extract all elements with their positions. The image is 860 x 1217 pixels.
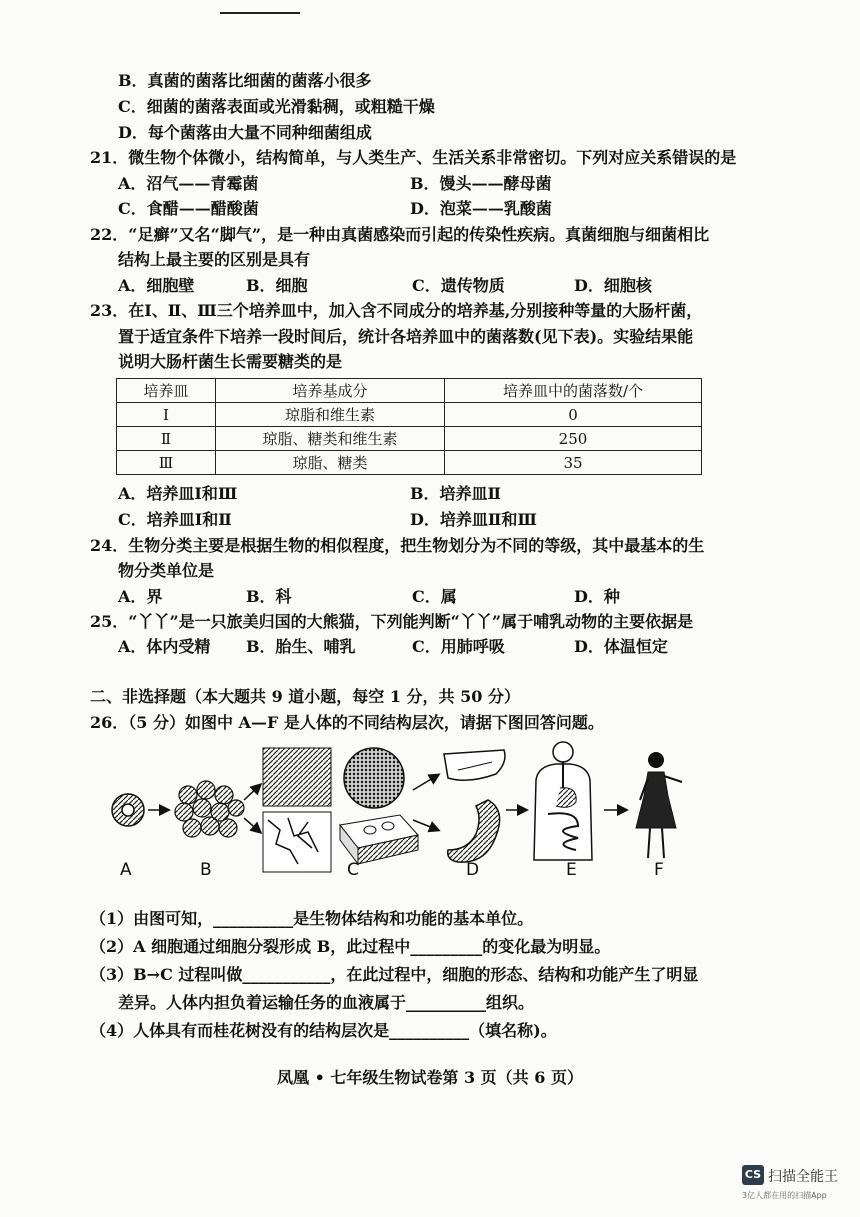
q23-option-c: C．培养皿Ⅰ和Ⅱ xyxy=(118,510,232,529)
arrow-c-d-upper xyxy=(413,775,438,790)
camscanner-logo-icon: CS xyxy=(742,1165,764,1185)
q24-stem-line2: 物分类单位是 xyxy=(118,561,215,580)
table-header-cell: 培养皿 xyxy=(117,379,216,403)
table-cell: Ⅰ xyxy=(117,403,216,427)
arrow-c-d-lower xyxy=(413,820,438,830)
page-footer: 凤凰 • 七年级生物试卷第 3 页（共 6 页） xyxy=(277,1068,583,1087)
q23-stem-line2: 置于适宜条件下培养一段时间后，统计各培养皿中的菌落数(见下表)。实验结果能 xyxy=(118,327,694,346)
header-rule xyxy=(220,12,300,14)
q24-option-a: A．界 xyxy=(118,587,163,606)
watermark-subtitle: 3亿人都在用的扫描App xyxy=(742,1191,827,1200)
figure-label-c: C xyxy=(347,860,359,880)
arrow-b-c-upper xyxy=(244,785,260,800)
arrow-b-c-lower xyxy=(244,818,260,832)
q25-option-a: A．体内受精 xyxy=(118,637,211,656)
q23-option-b: B．培养皿Ⅱ xyxy=(410,484,502,503)
q26-sub2: （2）A 细胞通过细胞分裂形成 B，此过程中_________的变化最为明显。 xyxy=(90,937,611,956)
watermark-title: 扫描全能王 xyxy=(768,1169,838,1185)
cell-cluster-b-image xyxy=(175,781,244,837)
table-row xyxy=(117,427,702,451)
q20-option-d: D．每个菌落由大量不同种细菌组成 xyxy=(118,123,372,142)
table-row xyxy=(117,451,702,475)
q21-option-d: D．泡菜——乳酸菌 xyxy=(410,199,552,218)
table-cell: 琼脂、糖类 xyxy=(216,451,445,475)
q24-option-d: D．种 xyxy=(574,587,620,606)
q22-option-c: C．遗传物质 xyxy=(412,276,505,295)
table-cell: 琼脂和维生素 xyxy=(216,403,445,427)
q26-sub3-line1: （3）B→C 过程叫做___________，在此过程中，细胞的形态、结构和功能产生了明显 xyxy=(90,965,699,984)
organs-d-image xyxy=(444,750,505,862)
table-row xyxy=(117,403,702,427)
q21-option-a: A．沼气——青霉菌 xyxy=(118,174,259,193)
digestive-system-e-image xyxy=(534,742,592,860)
q21-option-b: B．馒头——酵母菌 xyxy=(410,174,552,193)
q26-sub4: （4）人体具有而桂花树没有的结构层次是__________（填名称)。 xyxy=(90,1021,557,1040)
table-cell: 琼脂、糖类和维生素 xyxy=(216,427,445,451)
q23-option-a: A．培养皿Ⅰ和Ⅲ xyxy=(118,484,238,503)
q26-sub1: （1）由图可知，__________是生物体结构和功能的基本单位。 xyxy=(90,909,534,928)
q24-option-c: C．属 xyxy=(412,587,457,606)
q23-stem-line3: 说明大肠杆菌生长需要糖类的是 xyxy=(118,352,343,371)
table-cell: 0 xyxy=(445,403,702,427)
figure-label-b: B xyxy=(200,860,212,880)
q24-stem-line1: 24．生物分类主要是根据生物的相似程度，把生物划分为不同的等级，其中最基本的生 xyxy=(90,536,705,555)
table-cell: 35 xyxy=(445,451,702,475)
figure-label-f: F xyxy=(654,860,664,880)
q24-option-b: B．科 xyxy=(246,587,292,606)
culture-table xyxy=(116,378,702,475)
q20-option-c: C．细菌的菌落表面或光滑黏稠，或粗糙干燥 xyxy=(118,97,435,116)
q22-option-a: A．细胞壁 xyxy=(118,276,195,295)
table-header-cell: 培养皿中的菌落数/个 xyxy=(445,379,702,403)
q22-option-b: B．细胞 xyxy=(246,276,308,295)
table-header-row xyxy=(117,379,702,403)
section-two-heading: 二、非选择题（本大题共 9 道小题，每空 1 分，共 50 分） xyxy=(90,687,520,706)
q22-stem-line2: 结构上最主要的区别是具有 xyxy=(118,250,311,269)
human-f-image xyxy=(636,752,682,858)
q22-stem-line1: 22．“足癣”又名“脚气”，是一种由真菌感染而引起的传染性疾病。真菌细胞与细菌相比 xyxy=(90,225,710,244)
q25-option-d: D．体温恒定 xyxy=(574,637,668,656)
table-cell: Ⅲ xyxy=(117,451,216,475)
table-header-cell: 培养基成分 xyxy=(216,379,445,403)
q25-stem: 25．“丫丫”是一只旅美归国的大熊猫，下列能判断“丫丫”属于哺乳动物的主要依据是 xyxy=(90,612,694,631)
tissues-c-image xyxy=(263,748,418,872)
q20-option-b: B．真菌的菌落比细菌的菌落小很多 xyxy=(118,71,372,90)
figure-label-d: D xyxy=(466,860,480,880)
q21-stem: 21．微生物个体微小，结构简单，与人类生产、生活关系非常密切。下列对应关系错误的是 xyxy=(90,148,737,167)
q23-stem-line1: 23．在Ⅰ、Ⅱ、Ⅲ三个培养皿中，加入含不同成分的培养基,分别接种等量的大肠杆菌， xyxy=(90,301,703,320)
table-cell: Ⅱ xyxy=(117,427,216,451)
q23-option-d: D．培养皿Ⅱ和Ⅲ xyxy=(410,510,537,529)
q26-stem: 26．（5 分）如图中 A—F 是人体的不同结构层次，请据下图回答问题。 xyxy=(90,713,604,732)
q25-option-b: B．胎生、哺乳 xyxy=(246,637,356,656)
q25-option-c: C．用肺呼吸 xyxy=(412,637,505,656)
q21-option-c: C．食醋——醋酸菌 xyxy=(118,199,259,218)
q26-sub3-line2: 差异。人体内担负着运输任务的血液属于__________组织。 xyxy=(118,993,535,1012)
figure-label-e: E xyxy=(566,860,577,880)
table-cell: 250 xyxy=(445,427,702,451)
cell-a-image xyxy=(112,794,144,826)
figure-label-a: A xyxy=(120,860,132,880)
scanner-watermark xyxy=(742,1163,852,1209)
q22-option-d: D．细胞核 xyxy=(574,276,652,295)
body-organization-figure xyxy=(108,740,708,880)
